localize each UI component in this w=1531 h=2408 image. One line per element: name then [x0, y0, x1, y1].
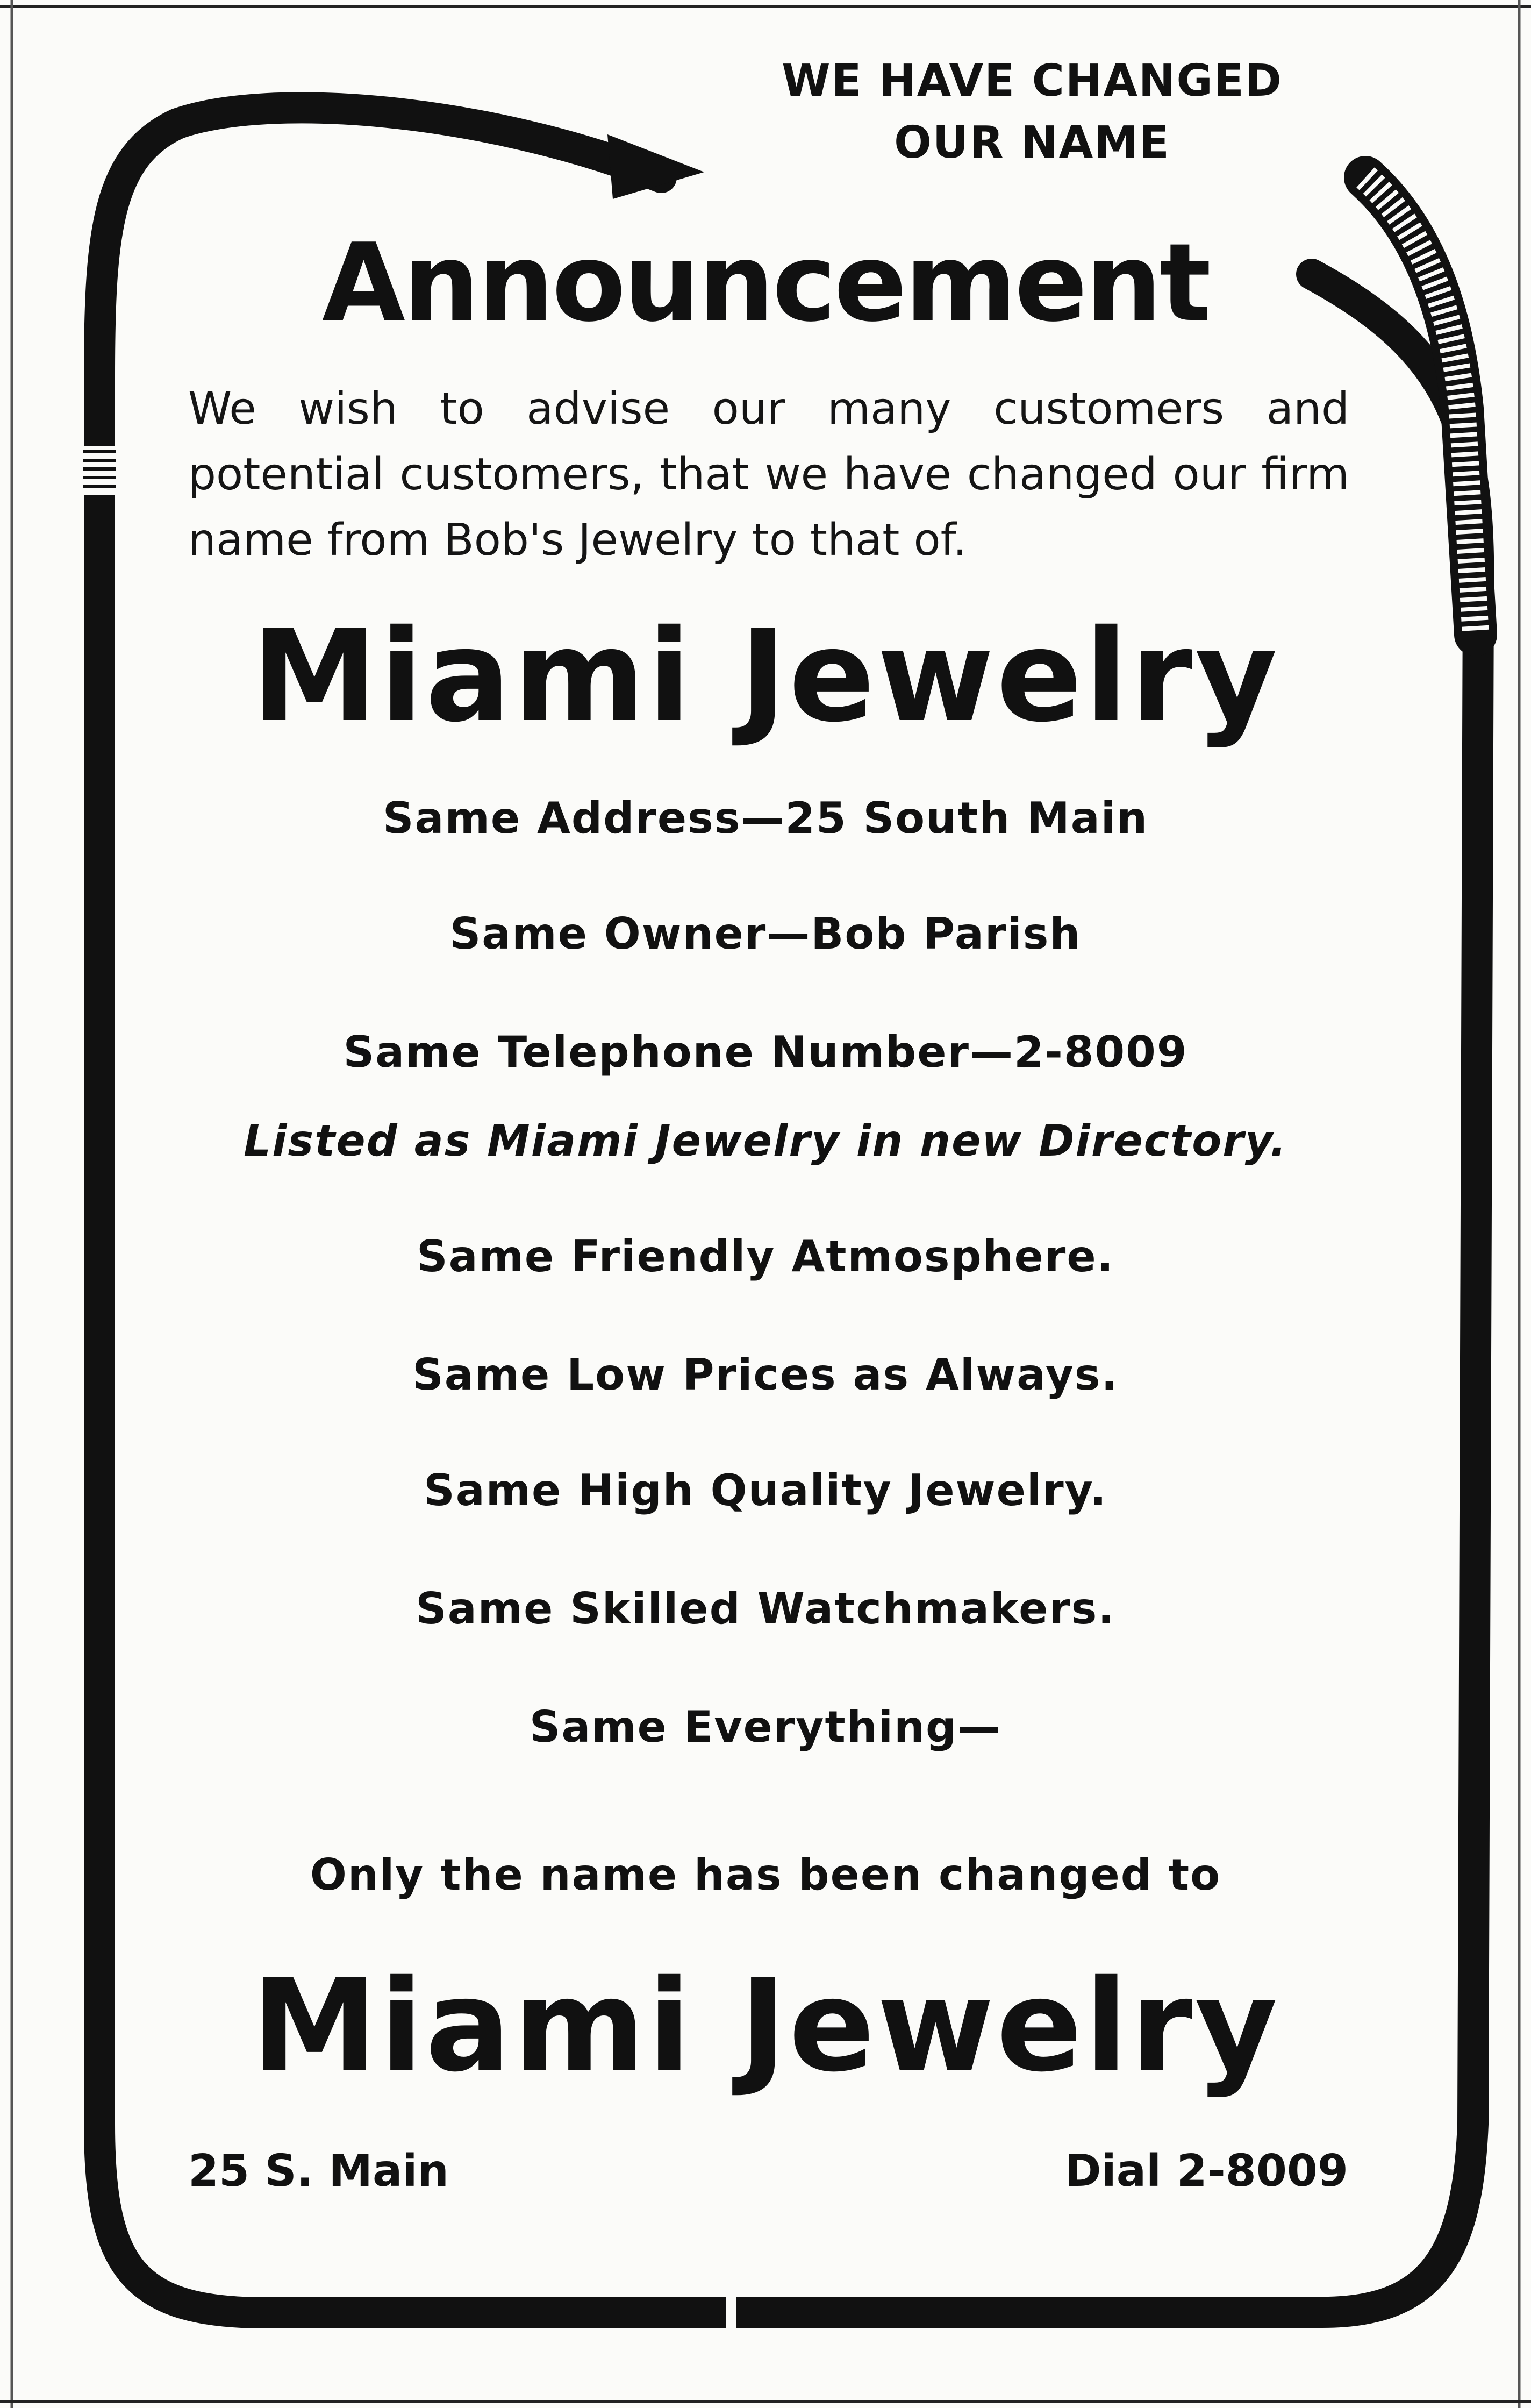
fact-owner: Same Owner—Bob Parish [449, 909, 1082, 959]
fact-atmosphere: Same Friendly Atmosphere. [416, 1231, 1115, 1281]
closing-line: Only the name has been changed to [310, 1850, 1221, 1900]
fact-quality: Same High Quality Jewelry. [424, 1465, 1107, 1515]
footer-phone: Dial 2-8009 [1064, 2146, 1348, 2197]
intro-paragraph: We wish to advise our many customers and potential customers, that we have changed our firm name from Bob's Jewelry to that of. [188, 383, 1349, 566]
brand-name-top: Miami Jewelry [251, 602, 1280, 750]
fact-prices: Same Low Prices as Always. [412, 1350, 1119, 1400]
banner-line-2: OUR NAME [894, 117, 1170, 168]
fact-everything: Same Everything— [529, 1702, 1002, 1752]
fact-address: Same Address—25 South Main [382, 793, 1149, 843]
fact-directory: Listed as Miami Jewelry in new Directory. [244, 1116, 1287, 1166]
headline: Announcement [322, 220, 1209, 346]
brand-name-bottom: Miami Jewelry [251, 1952, 1280, 2100]
banner-line-1: WE HAVE CHANGED [782, 55, 1283, 106]
fact-watchmakers: Same Skilled Watchmakers. [416, 1584, 1115, 1634]
footer-address: 25 S. Main [188, 2146, 449, 2197]
fact-telephone: Same Telephone Number—2-8009 [343, 1027, 1188, 1077]
